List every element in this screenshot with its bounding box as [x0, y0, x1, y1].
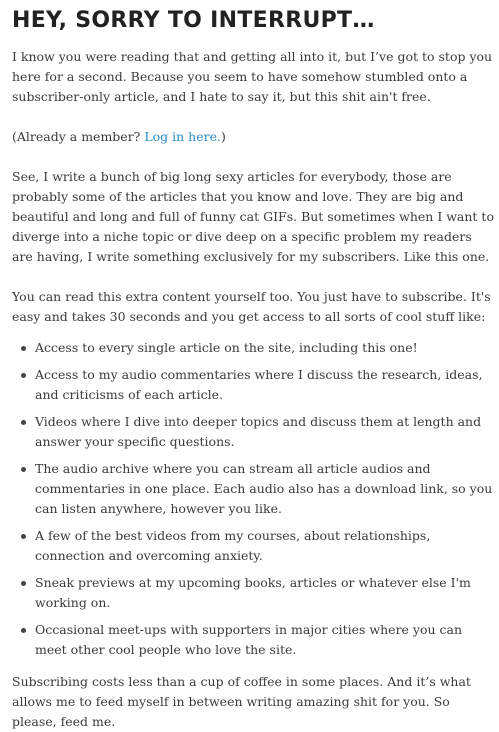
- subscribe-intro-paragraph: You can read this extra content yourself too. You just have to subscribe. It's easy and takes 30 seconds and you get access to all sorts of cool stuff like:: [12, 289, 491, 324]
- bullet-icon: [21, 373, 26, 378]
- bullet-icon: [21, 534, 26, 539]
- list-item-text: Sneak previews at my upcoming books, articles or whatever else I'm working on.: [35, 575, 471, 610]
- list-item: [12, 412, 496, 452]
- member-prefix: (Already a member?: [12, 129, 145, 144]
- list-item-text: Access to my audio commentaries where I discuss the research, ideas, and criticisms of each article.: [35, 367, 483, 402]
- list-item: [12, 459, 496, 519]
- member-suffix: ): [220, 129, 226, 144]
- closing-paragraph: Subscribing costs less than a cup of coffee in some places. And it’s what allows me to feed myself in between writing amazing shit for you. So please, feed me.: [12, 674, 471, 729]
- list-item-text: Access to every single article on the site, including this one!: [35, 340, 418, 355]
- list-item-text: Occasional meet-ups with supporters in major cities where you can meet other cool people who love the site.: [35, 622, 463, 657]
- list-item: [12, 573, 496, 613]
- member-login-paragraph: [12, 127, 496, 147]
- bullet-icon: [21, 628, 26, 633]
- bullet-icon: [21, 346, 26, 351]
- list-item-text: Videos where I dive into deeper topics and discuss them at length and answer your specific questions.: [35, 414, 482, 449]
- list-item: [12, 338, 496, 358]
- list-item-text: A few of the best videos from my courses, about relationships, connection and overcoming anxiety.: [35, 528, 431, 563]
- bullet-icon: [21, 420, 26, 425]
- list-item-text: The audio archive where you can stream all article audios and commentaries in one place. Each audio also has a download link, so you can listen anywhere, however you like.: [35, 461, 493, 516]
- login-link[interactable]: Log in here.: [144, 129, 221, 144]
- list-item: [12, 620, 496, 660]
- bullet-icon: [21, 581, 26, 586]
- list-item: [12, 365, 496, 405]
- intro-paragraph: I know you were reading that and getting all into it, but I’ve got to stop you here for a second. Because you seem to have somehow stumbled onto a subscriber-only article, and I hate to say it, but this shit ain't free.: [12, 49, 493, 104]
- paywall-notice: [12, 0, 496, 732]
- benefits-list: [12, 338, 496, 660]
- explain-paragraph: See, I write a bunch of big long sexy articles for everybody, those are probably some of the articles that you know and love. They are big and beautiful and long and full of funny cat GIFs. But sometimes when I want to diverge into a niche topic or dive deep on a specific problem my readers are having, I write something exclusively for my subscribers. Like this one.: [12, 169, 494, 264]
- page-title: HEY, SORRY TO INTERRUPT…: [12, 8, 375, 33]
- list-item: [12, 526, 496, 566]
- bullet-icon: [21, 467, 26, 472]
